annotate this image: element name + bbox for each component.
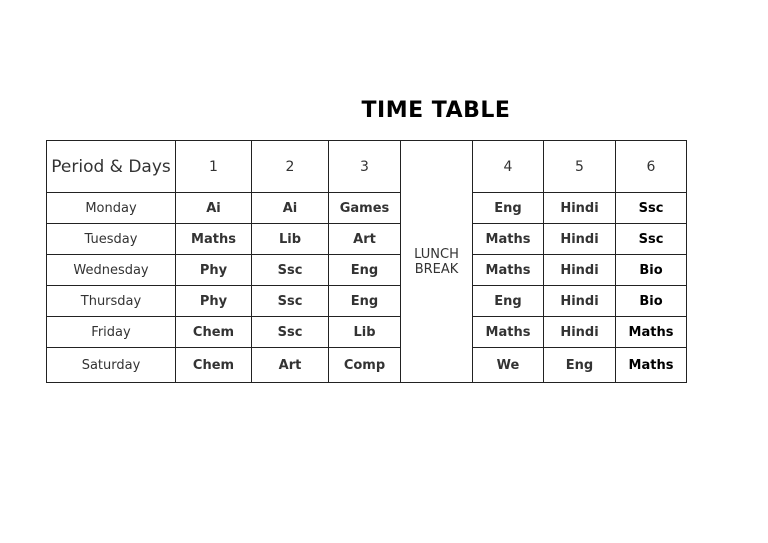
day-cell: Saturday — [47, 348, 176, 383]
subject-cell: Art — [252, 348, 329, 383]
subject-cell: Eng — [329, 286, 401, 317]
subject-cell: Hindi — [544, 193, 616, 224]
header-corner-cell: Period & Days — [47, 141, 176, 193]
subject-cell: Chem — [176, 317, 252, 348]
subject-cell: Lib — [252, 224, 329, 255]
subject-cell: Ssc — [616, 224, 687, 255]
page-title: TIME TABLE — [361, 98, 511, 123]
subject-cell: Maths — [176, 224, 252, 255]
period-header-2: 2 — [252, 141, 329, 193]
subject-cell: Ssc — [252, 286, 329, 317]
day-cell: Thursday — [47, 286, 176, 317]
subject-cell: Maths — [616, 317, 687, 348]
subject-cell: Phy — [176, 286, 252, 317]
subject-cell: Maths — [616, 348, 687, 383]
table-row — [47, 224, 687, 255]
table-row — [47, 348, 687, 383]
period-header-4: 4 — [473, 141, 544, 193]
timetable — [46, 140, 687, 383]
subject-cell: Bio — [616, 255, 687, 286]
subject-cell: Ai — [176, 193, 252, 224]
period-header-5: 5 — [544, 141, 616, 193]
lunch-break-cell — [401, 141, 473, 383]
day-cell: Monday — [47, 193, 176, 224]
period-header-6: 6 — [616, 141, 687, 193]
subject-cell: Maths — [473, 317, 544, 348]
subject-cell: Hindi — [544, 317, 616, 348]
subject-cell: Eng — [473, 193, 544, 224]
subject-cell: Ssc — [252, 317, 329, 348]
subject-cell: Bio — [616, 286, 687, 317]
subject-cell: Eng — [329, 255, 401, 286]
subject-cell: Hindi — [544, 224, 616, 255]
table-row — [47, 317, 687, 348]
subject-cell: Eng — [473, 286, 544, 317]
subject-cell: Comp — [329, 348, 401, 383]
break-label: BREAK — [414, 261, 459, 277]
day-cell: Wednesday — [47, 255, 176, 286]
day-cell: Friday — [47, 317, 176, 348]
subject-cell: Ssc — [252, 255, 329, 286]
table-row — [47, 193, 687, 224]
subject-cell: Phy — [176, 255, 252, 286]
subject-cell: Hindi — [544, 255, 616, 286]
subject-cell: We — [473, 348, 544, 383]
period-header-1: 1 — [176, 141, 252, 193]
subject-cell: Ai — [252, 193, 329, 224]
lunch-label: LUNCH — [414, 246, 459, 262]
subject-cell: Chem — [176, 348, 252, 383]
subject-cell: Hindi — [544, 286, 616, 317]
subject-cell: Maths — [473, 224, 544, 255]
subject-cell: Games — [329, 193, 401, 224]
table-row — [47, 255, 687, 286]
table-row — [47, 286, 687, 317]
subject-cell: Maths — [473, 255, 544, 286]
day-cell: Tuesday — [47, 224, 176, 255]
header-row — [47, 141, 687, 193]
subject-cell: Art — [329, 224, 401, 255]
subject-cell: Eng — [544, 348, 616, 383]
subject-cell: Lib — [329, 317, 401, 348]
subject-cell: Ssc — [616, 193, 687, 224]
period-header-3: 3 — [329, 141, 401, 193]
